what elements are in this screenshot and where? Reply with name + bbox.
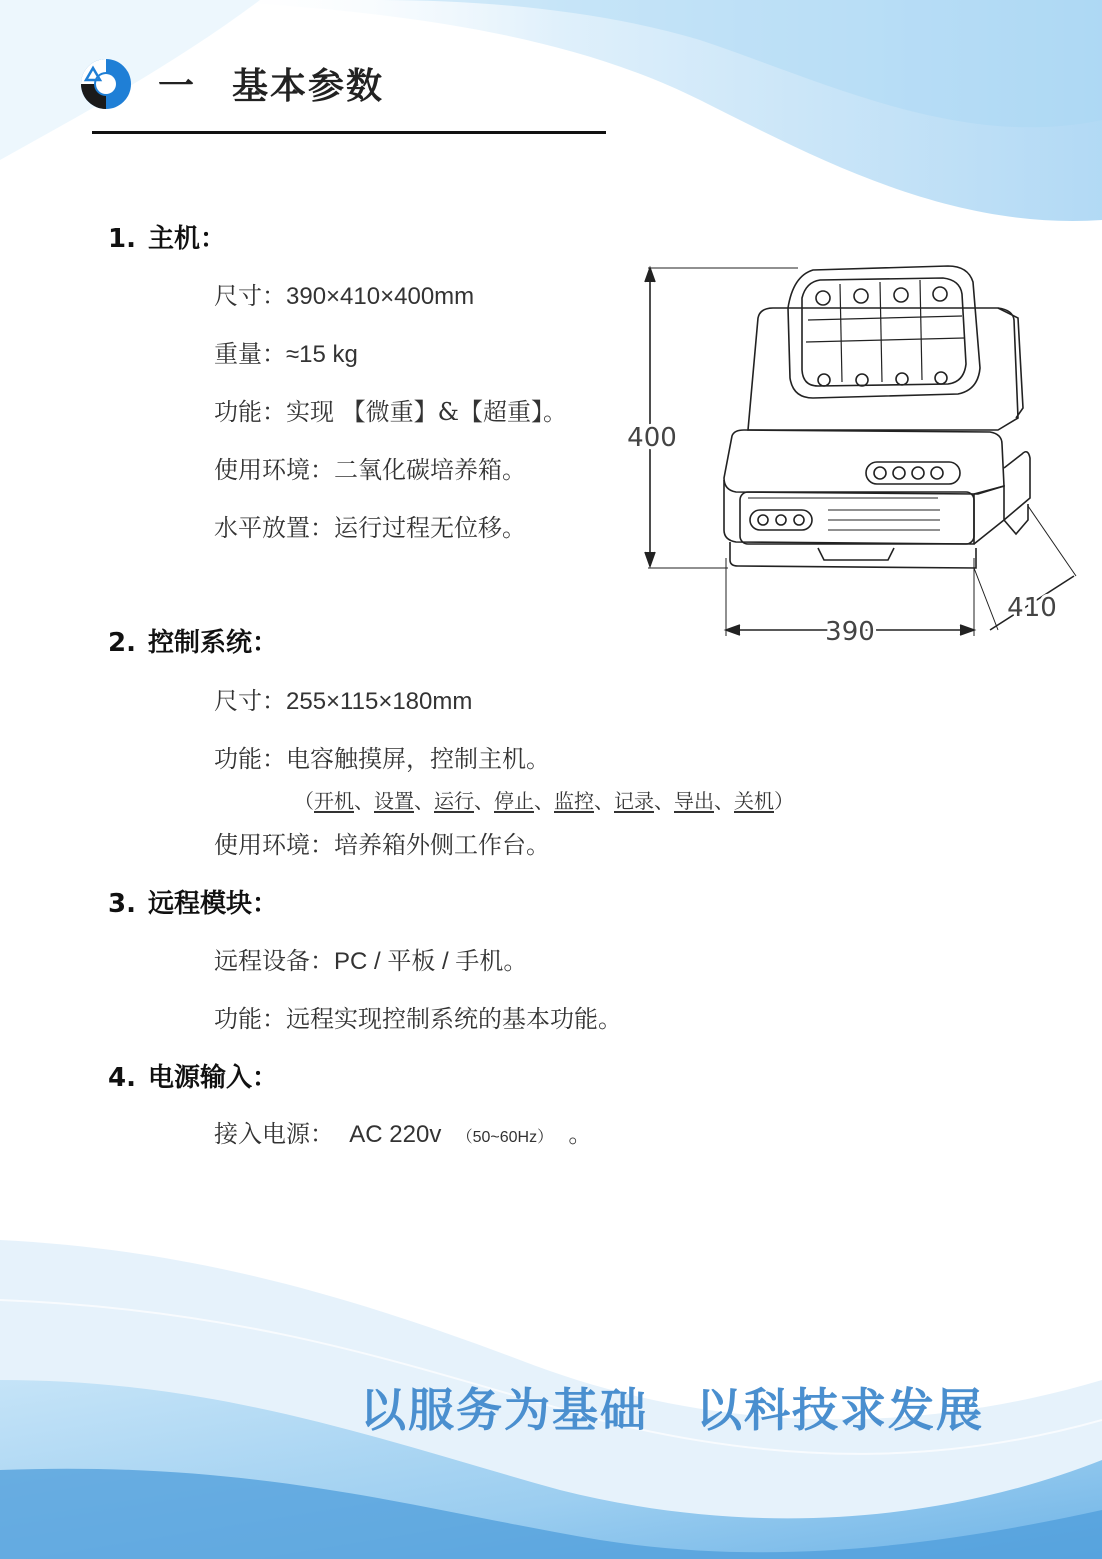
section-number: 1. bbox=[108, 224, 136, 254]
slogan-left: 以服务为基础 bbox=[360, 1383, 648, 1437]
host-placement-line: 水平放置：运行过程无位移。 bbox=[214, 514, 526, 542]
host-size-line: 尺寸：390×410×400mm bbox=[214, 282, 475, 310]
section-number: 3. bbox=[108, 889, 136, 919]
company-logo-icon bbox=[80, 58, 132, 110]
remote-devices-line: 远程设备：PC / 平板 / 手机。 bbox=[214, 947, 528, 975]
host-environment-line: 使用环境：二氧化碳培养箱。 bbox=[214, 456, 526, 484]
section-heading-control-system bbox=[108, 622, 278, 659]
device-technical-drawing bbox=[618, 258, 1088, 650]
control-function-line: 功能：电容触摸屏，控制主机。 bbox=[214, 745, 550, 773]
section-title: 主机： bbox=[148, 224, 227, 254]
section-heading-host bbox=[108, 218, 226, 255]
control-size-line: 尺寸：255×115×180mm bbox=[214, 687, 473, 715]
depth-dimension-label: 410 bbox=[1007, 593, 1057, 623]
width-dimension-label: 390 bbox=[825, 617, 875, 647]
section-title: 远程模块： bbox=[148, 889, 279, 919]
host-weight-line: 重量：≈15 kg bbox=[214, 340, 358, 368]
control-function-list: （开机、设置、运行、停止、监控、记录、导出、关机） bbox=[294, 789, 794, 813]
height-dimension-label: 400 bbox=[627, 423, 677, 453]
page-title bbox=[158, 58, 384, 109]
title-underline bbox=[92, 131, 606, 134]
section-heading-power-input bbox=[108, 1057, 278, 1094]
remote-function-line: 功能：远程实现控制系统的基本功能。 bbox=[214, 1005, 622, 1033]
section-title: 电源输入： bbox=[148, 1063, 279, 1093]
page-title-text: 基本参数 bbox=[232, 66, 385, 107]
host-function-line: 功能：实现 【微重】&【超重】。 bbox=[214, 398, 567, 426]
section-heading-remote-module bbox=[108, 883, 278, 920]
section-title: 控制系统： bbox=[148, 628, 279, 658]
slogan-right: 以科技求发展 bbox=[696, 1383, 984, 1437]
section-number: 4. bbox=[108, 1063, 136, 1093]
control-environment-line: 使用环境：培养箱外侧工作台。 bbox=[214, 831, 550, 859]
power-input-line: 接入电源： AC 220v （50~60Hz） 。 bbox=[214, 1120, 593, 1148]
section-number: 2. bbox=[108, 628, 136, 658]
company-slogan bbox=[360, 1374, 984, 1440]
page-title-number: 一 bbox=[158, 66, 197, 107]
